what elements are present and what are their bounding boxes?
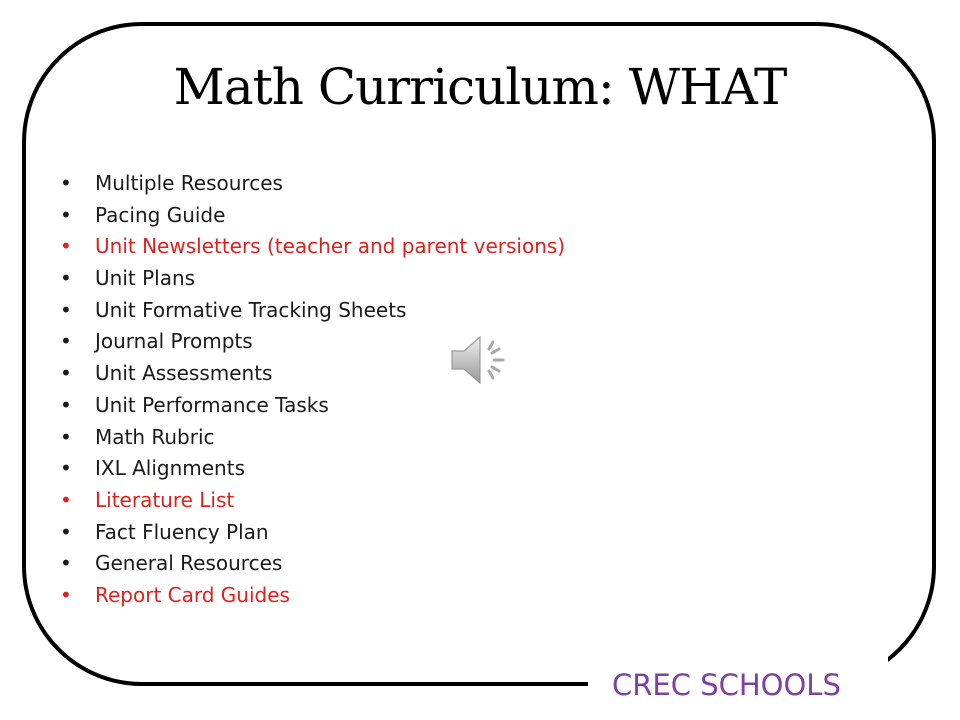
bullet-icon: • <box>60 171 72 195</box>
bullet-icon: • <box>60 234 72 259</box>
list-item-label: Unit Performance Tasks <box>95 392 329 417</box>
list-item <box>60 580 565 612</box>
list-item-label: Unit Formative Tracking Sheets <box>95 297 407 322</box>
bullet-icon: • <box>60 519 72 544</box>
bullet-icon: • <box>60 297 72 322</box>
list-item <box>60 453 565 485</box>
list-item <box>60 390 565 422</box>
list-item <box>60 295 565 327</box>
list-item <box>60 168 565 200</box>
bullet-icon: • <box>60 329 72 354</box>
list-item <box>60 517 565 549</box>
bullet-icon: • <box>60 551 72 576</box>
list-item <box>60 231 565 263</box>
list-item-label: Unit Newsletters (teacher and parent versions) <box>95 234 566 259</box>
bullet-icon: • <box>60 487 72 512</box>
list-item-label: Pacing Guide <box>95 202 226 227</box>
bullet-icon: • <box>60 202 72 227</box>
list-item-label: Multiple Resources <box>95 171 283 195</box>
bullet-icon: • <box>60 266 72 291</box>
slide-title: Math Curriculum: WHAT <box>173 58 787 116</box>
list-item <box>60 548 565 580</box>
list-item <box>60 200 565 232</box>
list-item-label: General Resources <box>95 551 283 576</box>
list-item <box>60 422 565 454</box>
speaker-icon[interactable] <box>450 330 512 390</box>
list-item <box>60 263 565 295</box>
list-item-label: Journal Prompts <box>95 329 253 354</box>
bullet-icon: • <box>60 582 72 607</box>
bullet-icon: • <box>60 361 72 386</box>
bullet-icon: • <box>60 424 72 449</box>
footer-brand: CREC SCHOOLS <box>612 668 841 702</box>
list-item-label: Fact Fluency Plan <box>95 519 269 544</box>
list-item-label: Math Rubric <box>95 424 215 449</box>
list-item-label: IXL Alignments <box>95 456 245 481</box>
list-item-label: Unit Assessments <box>95 361 273 386</box>
list-item-label: Literature List <box>95 487 235 512</box>
bullet-icon: • <box>60 456 72 481</box>
list-item-label: Report Card Guides <box>95 582 290 607</box>
list-item <box>60 485 565 517</box>
bullet-icon: • <box>60 392 72 417</box>
list-item-label: Unit Plans <box>95 266 196 291</box>
